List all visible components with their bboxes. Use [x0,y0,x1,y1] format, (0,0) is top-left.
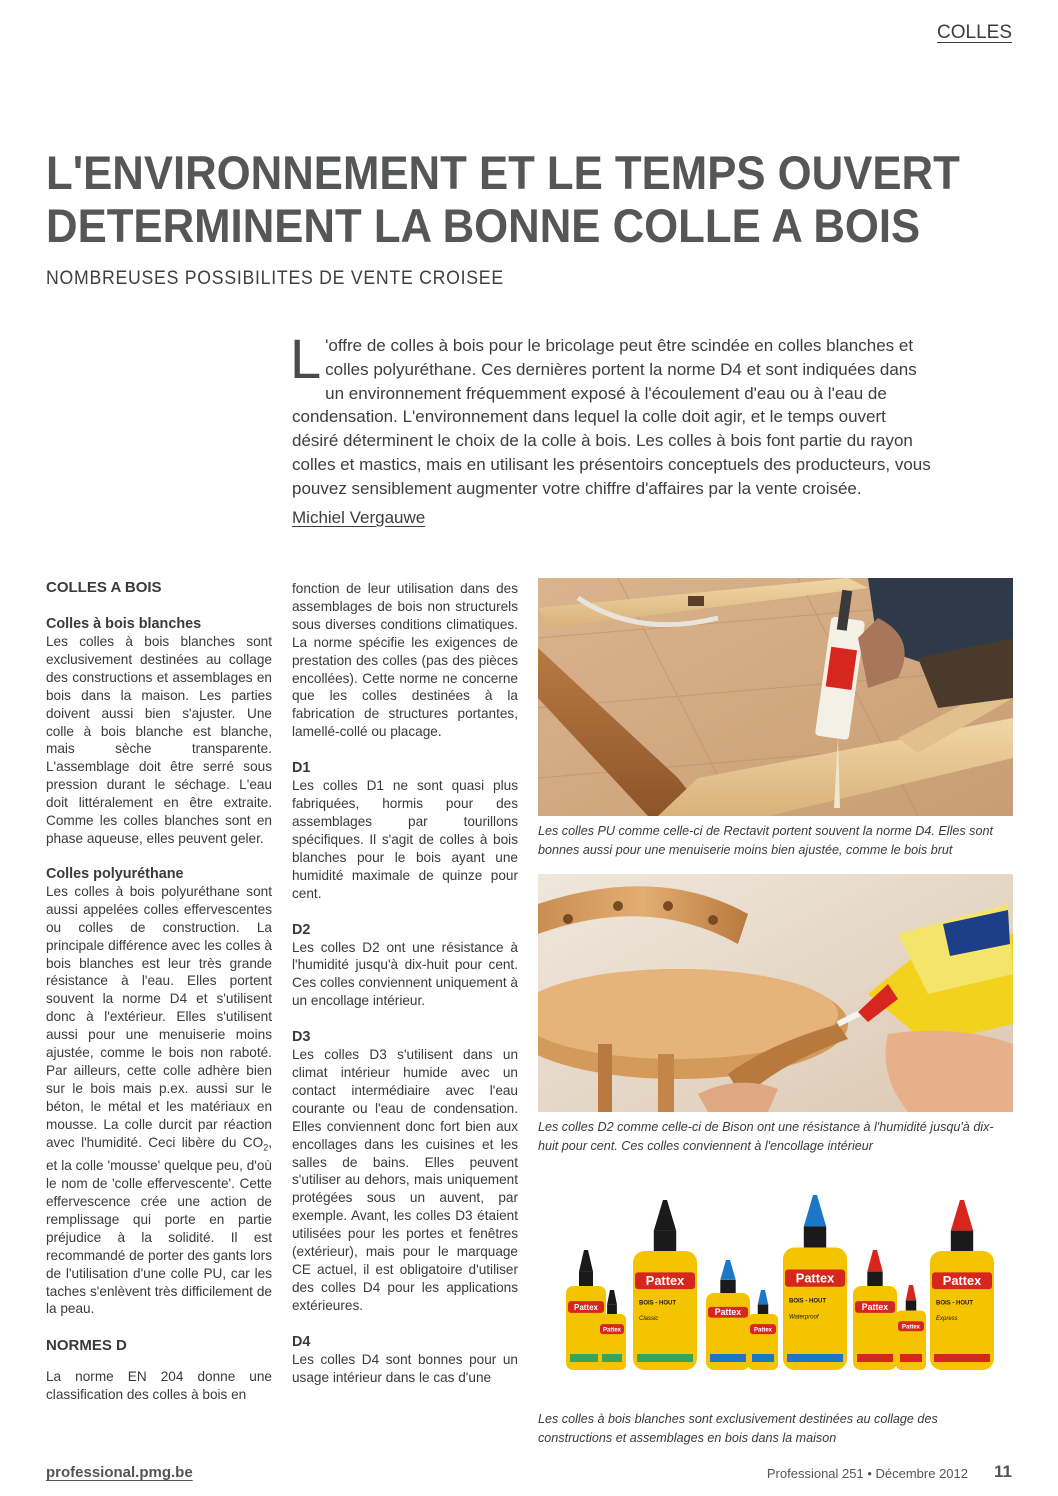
pattex-bottle [706,1260,750,1370]
photo-pu-glue-frame [538,578,1013,816]
caption-photo-1: Les colles PU comme celle-ci de Rectavit portent souvent la norme D4. Elles sont bonnes aussi pour une menuiserie moins bien ajustée, comme le bois brut [538,824,993,857]
heading-colles-polyurethane: Colles polyuréthane [46,865,184,882]
headline-line-2: DETERMINENT LA BONNE COLLE A BOIS [46,199,921,252]
heading-d2: D2 [292,921,311,938]
intro-text: 'offre de colles à bois pour le bricolage peut être scindée en colles blanches et colles polyuréthane. Ces dernières portent la norme D4 et sont indiquées dans un environnement fréquemment exposé à l'écoulement d'eau ou à l'eau de condensation. L'environnement dans lequel la colle doit agir, et le temps ouvert désiré déterminent le choix de la colle à bois. Les colles à bois font partie du rayon colles et mastics, mais en utilisant les présentoirs conceptuels des producteurs, vous pouvez sensiblement augmenter votre chiffre d'affaires par la vente croisée. [292,336,931,498]
paragraph-d3: Les colles D3 s'utilisent dans un climat intérieur humide avec un contact intermédiaire avec l'eau courante ou l'eau de condensation. Elles conviennent donc fort bien aux encollages dans les cuisines et les salles de bains. Elles peuvent s'utiliser au dehors, mais uniquement protégées sous un auvent, par exemple. Avant, les colles D3 étaient utilisées pour les portes et fenêtres (extérieur), mais pour le marquage CE actuel, il est obligatoire d'utiliser des colles D4 pour les applications extérieures. [292,1047,518,1313]
paragraph-poly-part-b: , et la colle 'mousse' quelque peu, d'où le nom de 'colle effervescente'. Cette effervescence crée une action de remplissage qui porte en partie préjudice à la solidité. Il est recommandé de porter des gants lors de l'utilisation d'une colle PU, car les taches s'enlèvent très difficilement de la peau. [46,1134,272,1317]
caption-photo-2: Les colles D2 comme celle-ci de Bison ont une résistance à l'humidité jusqu'à dix-huit pour cent. Ces colles conviennent à l'encollage intérieur [538,1120,994,1153]
co2-subscript: 2 [263,1142,269,1153]
bottle-variant-text: Classic [639,1316,659,1323]
heading-d3: D3 [292,1029,311,1046]
paragraph-normes: La norme EN 204 donne une classification des colles à bois en [46,1369,272,1403]
pattex-brand-text: Pattex [861,1301,889,1312]
heading-d1: D1 [292,760,311,777]
footer-website-link[interactable]: professional.pmg.be [46,1464,193,1481]
pattex-brand-text: Pattex [714,1306,742,1317]
photo-bison-illustration [538,874,1013,1112]
pattex-bottle [783,1195,847,1370]
photo-pu-glue-illustration [538,578,1013,816]
heading-d4: D4 [292,1333,311,1350]
pattex-brand-text: Pattex [573,1302,599,1312]
heading-normes-d: NORMES D [46,1337,127,1355]
pattex-bottle [748,1290,778,1370]
text-column-2 [292,580,518,1387]
intro-paragraph [290,327,932,501]
headline [46,146,960,252]
pattex-bottle [853,1250,897,1370]
bottle-variant-text: Express [936,1316,958,1323]
pattex-brand-text: Pattex [795,1270,835,1286]
bottle-range-text: BOIS - HOUT [789,1298,826,1305]
pattex-bottle [930,1200,994,1370]
bottle-variant-text: Waterproof [789,1314,819,1321]
pattex-brand-text: Pattex [901,1324,921,1331]
text-column-1 [46,578,272,1404]
pattex-brand-text: Pattex [645,1272,685,1288]
author-byline: Michiel Vergauwe [292,508,426,527]
paragraph-d4: Les colles D4 sont bonnes pour un usage intérieur dans le cas d'une [292,1351,518,1385]
bottle-range-text: BOIS - HOUT [639,1300,676,1307]
pattex-bottles-illustration [538,1180,1013,1380]
paragraph-colles-polyurethane [46,883,272,1318]
paragraph-d2: Les colles D2 ont une résistance à l'humidité jusqu'à dix-huit pour cent. Ces colles conviennent uniquement à un encollage intérieur. [292,939,518,1009]
heading-colles-blanches: Colles à bois blanches [46,616,202,632]
photo-bison-glue-chair [538,874,1013,1112]
subheadline: NOMBREUSES POSSIBILITES DE VENTE CROISEE [46,268,504,289]
bottle-range-text: BOIS - HOUT [936,1300,973,1307]
paragraph-colles-blanches: Les colles à bois blanches sont exclusivement destinées au collage des constructions et assemblages en bois dans la maison. Les parties doivent aussi bien s'ajuster. Une colle à bois blanche est blanche, mais sèche transparente. L'assemblage doit être serré sous pression durant le séchage. L'eau doit littéralement en être extraite. Comme les colles blanches sont en phase aqueuse, elles peuvent geler. [46,634,272,846]
paragraph-poly-part-a: Les colles à bois polyuréthane sont aussi appelées colles effervescentes ou colles de construction. La principale différence avec les colles à bois blanches est leur très grande résistance à l'eau. Elles portent souvent la norme D4 et s'utilisent donc à l'extérieur. Elles s'utilisent aussi pour une menuiserie moins ajustée, comme le bois non raboté. Par ailleurs, cette colle adhère bien sur le bois mais p.ex. aussi sur le béton, le métal et les matériaux en mousse. La colle durcit par réaction avec l'humidité. Ceci libère du CO [46,883,272,1150]
section-label: COLLES [937,22,1012,43]
pattex-bottle [896,1285,926,1370]
pattex-bottle [633,1200,697,1370]
footer-issue-info: Professional 251 • Décembre 2012 [766,1466,968,1481]
pattex-brand-text: Pattex [753,1327,773,1334]
intro-dropcap: L [290,327,322,390]
headline-line-1: L'ENVIRONNEMENT ET LE TEMPS OUVERT [46,146,960,199]
photo-pattex-bottles [538,1180,1013,1380]
paragraph-d1: Les colles D1 ne sont quasi plus fabriquées, hormis pour des assemblages par tourillons spécifiques. Il s'agit de colles à bois blanches pour le bois ayant une humidité maximale de quinze pour cent. [292,778,518,901]
caption-photo-3: Les colles à bois blanches sont exclusivement destinées au collage des constructions et assemblages en bois dans la maison [538,1412,938,1445]
page-number: 11 [994,1462,1012,1481]
pattex-brand-text: Pattex [942,1272,982,1288]
heading-colles-a-bois: COLLES A BOIS [46,579,162,596]
paragraph-norme-continued: fonction de leur utilisation dans des assemblages de bois non structurels sous diverses conditions climatiques. La norme spécifie les exigences de prestation des colles (pas des pièces encollées). Cette norme ne concerne que les colles destinées à la fabrication de structures portantes, lamellé-collé ou placage. [292,581,518,740]
pattex-brand-text: Pattex [602,1327,622,1334]
